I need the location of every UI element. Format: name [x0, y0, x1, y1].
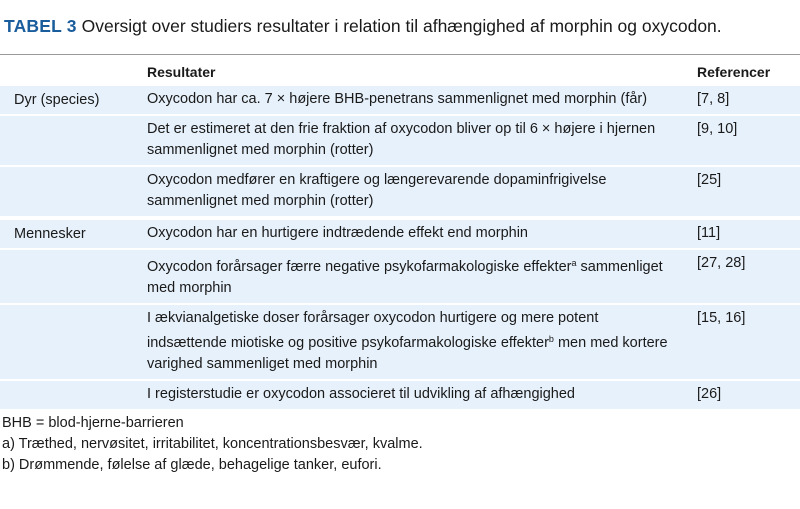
table-row: [0, 220, 800, 248]
table-header: [0, 55, 800, 86]
row-reference: [25]: [697, 172, 722, 188]
row-result: Oxycodon medfører en kraftigere og længerevarende dopaminfrigivelse sammenlignet med morphin (rotter): [147, 172, 607, 209]
row-result: Oxycodon forårsager færre negative psykofarmakologiske effekter$^a$ sammenliget med morphin: [147, 258, 663, 296]
row-result: Det er estimeret at den frie fraktion af oxycodon bliver op til 6 × højere i hjernen sammenlignet med morphin (rotter): [147, 121, 656, 158]
footnote-a: a) Træthed, nervøsitet, irritabilitet, koncentrationsbesvær, kvalme.: [2, 436, 423, 452]
group-label: Dyr (species): [14, 92, 100, 108]
footnote-abbreviation: BHB = blod-hjerne-barrieren: [2, 415, 184, 431]
table-row: [0, 379, 800, 409]
row-reference: [7, 8]: [697, 91, 730, 107]
row-reference: [27, 28]: [697, 255, 746, 271]
row-reference: [11]: [697, 225, 721, 241]
row-reference: [26]: [697, 386, 722, 402]
row-result: Oxycodon har ca. 7 × højere BHB-penetrans sammenlignet med morphin (får): [147, 91, 648, 107]
table-caption: Oversigt over studiers resultater i relation til afhængighed af morphin og oxycodon.: [81, 16, 722, 36]
footnotes: [0, 409, 800, 476]
group-animals: [0, 86, 800, 216]
table-row: [0, 86, 800, 114]
footnote-marker: a: [571, 258, 577, 268]
header-references: Referencer: [697, 64, 771, 80]
group-humans: [0, 220, 800, 409]
footnote-marker: b: [548, 334, 554, 344]
row-result: Oxycodon har en hurtigere indtrædende effekt end morphin: [147, 225, 529, 241]
table-row: [0, 165, 800, 216]
group-label: Mennesker: [14, 226, 86, 242]
row-result: I registerstudie er oxycodon associeret til udvikling af afhængighed: [147, 386, 575, 402]
table-title: [0, 0, 800, 54]
footnote-b: b) Drømmende, følelse af glæde, behagelige tanker, eufori.: [2, 457, 382, 473]
row-result: I ækvianalgetiske doser forårsager oxycodon hurtigere og mere potent indsættende miotiske og positive psykofarmakologiske effekter$^b$ men med kortere varighed sammenliget med morphin: [147, 310, 668, 372]
row-reference: [15, 16]: [697, 310, 746, 326]
header-results: Resultater: [147, 64, 216, 80]
table-row: [0, 303, 800, 379]
row-reference: [9, 10]: [697, 121, 738, 137]
table-row: [0, 248, 800, 303]
table-label: TABEL 3: [4, 16, 77, 36]
table-row: [0, 114, 800, 165]
